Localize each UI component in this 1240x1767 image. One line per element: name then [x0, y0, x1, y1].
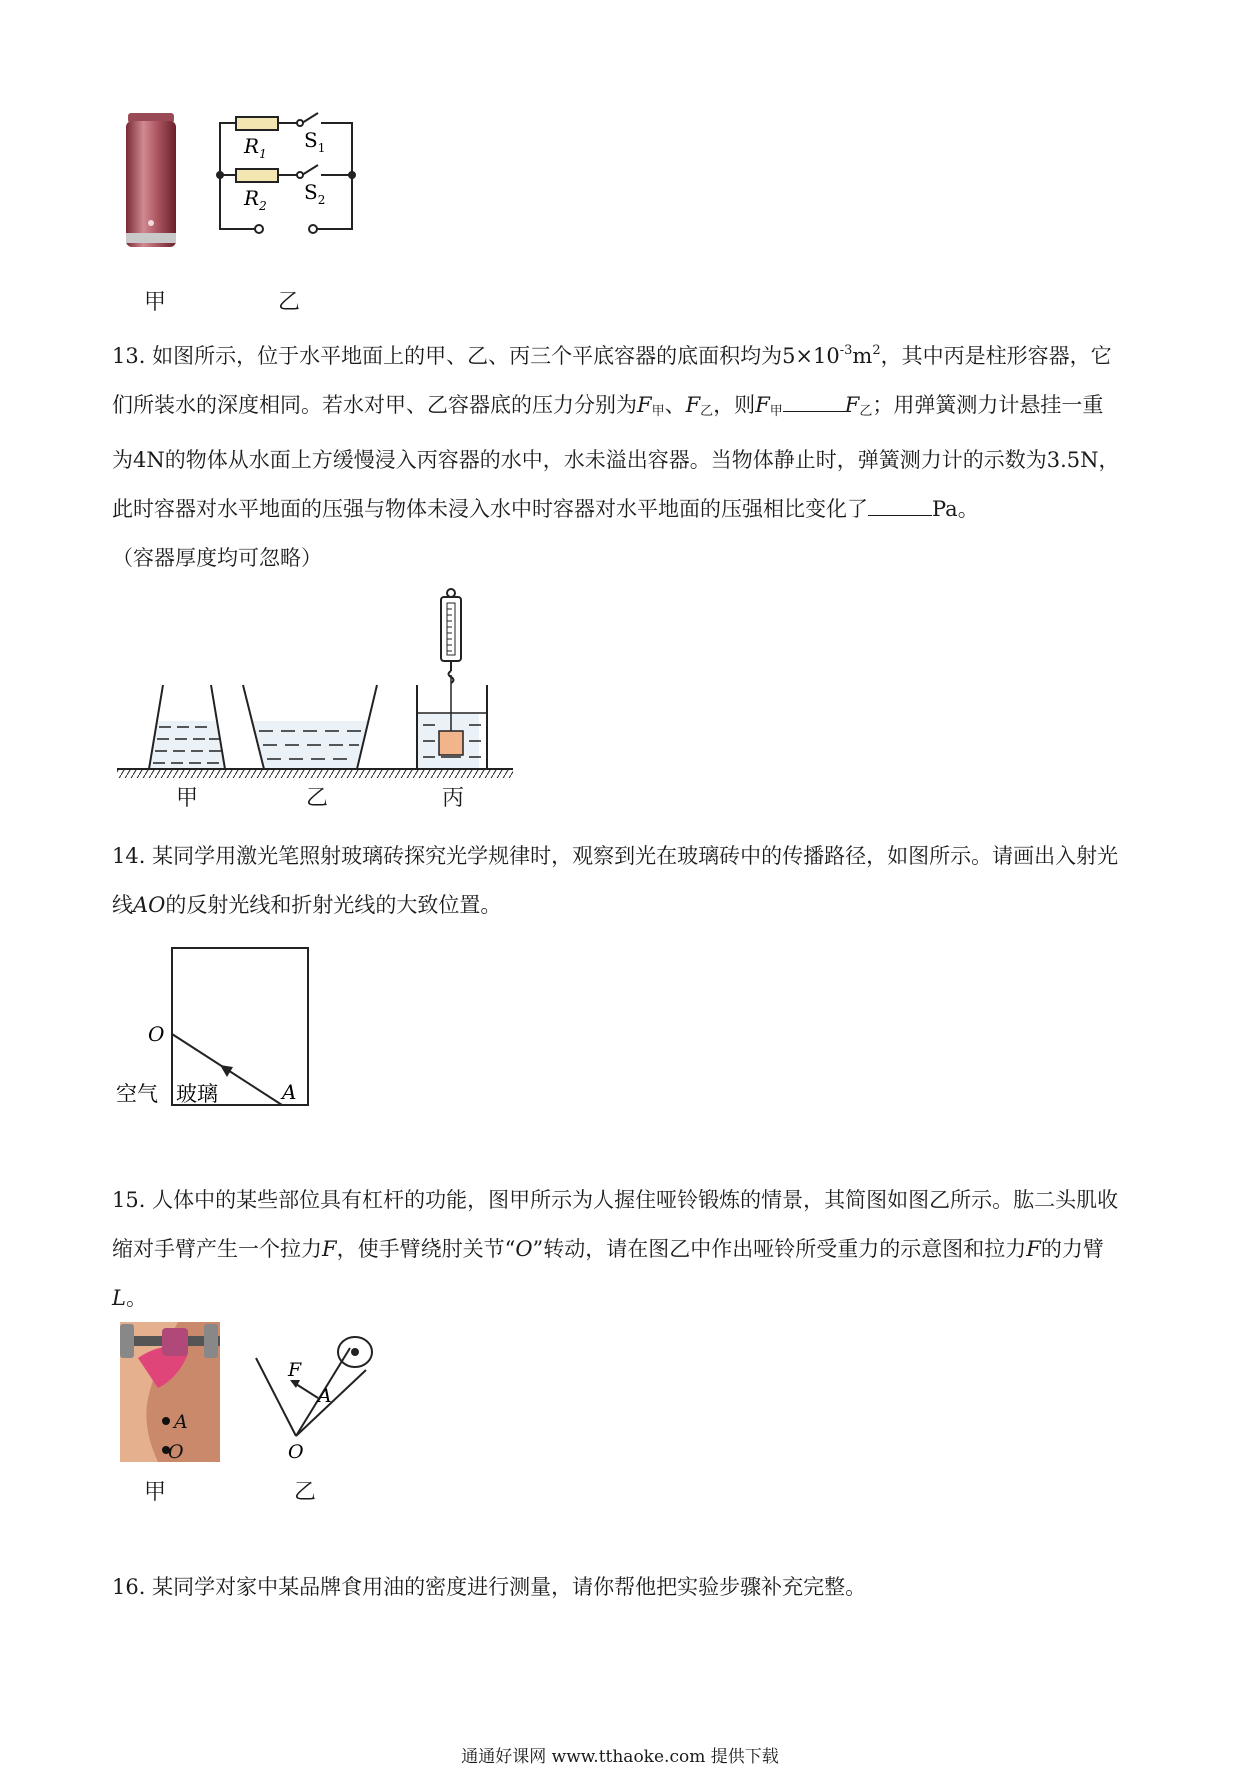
q13-exponent-2: 2: [872, 343, 881, 358]
question-15: 15. 人体中的某些部位具有杠杆的功能，图甲所示为人握住哑铃锻炼的情景，其简图如图乙所示。肱二头肌收缩对手臂产生一个拉力F，使手臂绕肘关节“O”转动，请在图乙中作出哑铃所受重力的示意图和拉力F的力臂L。: [112, 1188, 1119, 1310]
q13-exponent-1: -3: [839, 343, 853, 358]
circuit-diagram: [217, 113, 355, 233]
container-bing: [417, 675, 487, 769]
question-14: 14. 某同学用激光笔照射玻璃砖探究光学规律时，观察到光在玻璃砖中的传播路径，如图所示。请画出入射光线AO的反射光线和折射光线的大致位置。: [112, 844, 1119, 917]
q13-note: （容器厚度均可忽略）: [112, 546, 322, 570]
question-16: 16. 某同学对家中某品牌食用油的密度进行测量，请你帮他把实验步骤补充完整。: [112, 1575, 867, 1599]
label-glass: 玻璃: [176, 1082, 218, 1106]
label-s2: $S_2$: [304, 180, 326, 207]
figure-13-caption-jia: 甲: [176, 786, 199, 811]
answer-blank-1[interactable]: [783, 391, 845, 412]
q13-unit: m: [852, 344, 873, 368]
figure-13-caption-bing: 丙: [442, 786, 465, 811]
q13-f-yi: F: [685, 393, 701, 417]
figure-15-caption-yi: 乙: [294, 1480, 317, 1505]
spring-scale: [441, 589, 461, 683]
q13-text-3: ，其中丙是柱形容器，它们所装水的深度相同。若水对甲、乙容器底的压力分别为: [112, 344, 1112, 417]
container-jia: [149, 685, 225, 769]
kettle-photo: [126, 113, 176, 247]
figure-15-caption-jia: 甲: [144, 1480, 167, 1505]
label-a: A: [282, 1080, 297, 1104]
figure-12-caption-b: 乙: [278, 290, 301, 315]
q13-text-1: 13. 如图所示，位于水平地面上的甲、乙、丙三个平底容器的底面积均为5×10: [112, 344, 840, 368]
sketch-label-o: O: [288, 1441, 304, 1463]
label-s1: $S_1$: [304, 128, 326, 155]
sketch-label-a: A: [318, 1385, 332, 1407]
label-o: O: [148, 1022, 165, 1046]
container-yi: [243, 685, 377, 769]
ground-hatch: [117, 769, 513, 778]
figure-12-caption-a: 甲: [144, 290, 167, 315]
q14-ray-ao: AO: [133, 893, 166, 917]
label-r1: $R_1$: [244, 134, 267, 161]
figure-13-containers: [115, 585, 515, 785]
figure-14-glass-block: [112, 940, 322, 1115]
photo-label-a: A: [174, 1411, 188, 1433]
dumbbell-center: [351, 1348, 359, 1356]
q13-f-jia: F: [637, 393, 652, 417]
force-arrow: [290, 1380, 300, 1388]
question-13: 13. 如图所示，位于水平地面上的甲、乙、丙三个平底容器的底面积均为$5\times 10^{-3}m^2$，其中丙是柱形容器，它们所装水的深度相同。若水对甲、乙容器底的压力分别为$F_甲$、$F_乙$，则$F_甲$ $F_乙$；用弹簧测力计悬挂一重为4N的物体从水面上方缓慢浸入丙容器的水中，水未溢出容器。当物体静止时，弹簧测力计的示数为3.5N，此时容器对水平地面的压强与物体未浸入水中时容器对水平地面的压强相比变化了 Pa。 （容器厚度均可忽略）: [112, 326, 1122, 583]
label-r2: $R_2$: [244, 186, 267, 213]
figure-15-arm-lever: [118, 1318, 388, 1468]
sketch-label-f: F: [288, 1359, 302, 1381]
answer-blank-2[interactable]: [868, 495, 932, 516]
q13-text-5: ；用弹簧测力计悬挂一重为4N的物体从水面上方缓慢浸入丙容器的水中，水未溢出容器。当物体静止时，弹簧测力计的示数为3.5N，此时容器对水平地面的压强与物体未浸入水中时容器对水平地面的压强相比变化了: [112, 393, 1120, 521]
page-footer: 通通好课网 www.tthaoke.com 提供下载: [461, 1747, 779, 1767]
photo-label-o: O: [168, 1441, 184, 1463]
label-air: 空气: [116, 1082, 158, 1106]
hanging-block: [439, 731, 463, 755]
figure-13-caption-yi: 乙: [306, 786, 329, 811]
figure-12-kettle-circuit: [120, 105, 380, 275]
